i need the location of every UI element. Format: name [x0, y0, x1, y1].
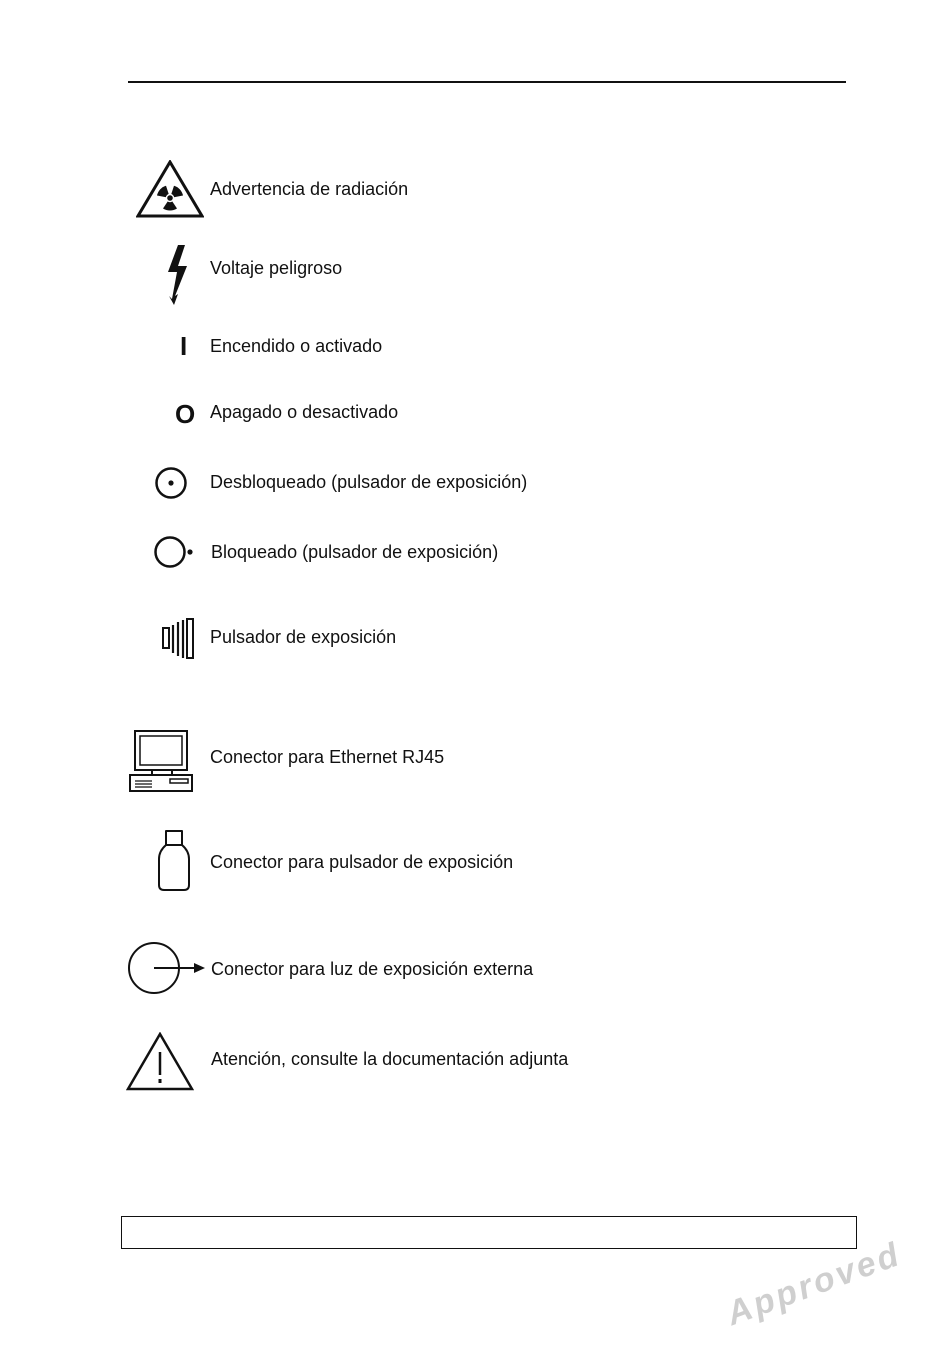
- caution-icon: [126, 1032, 194, 1092]
- symbol-label: Atención, consulte la documentación adjunta: [211, 1049, 569, 1069]
- external-light-icon: [126, 940, 206, 996]
- symbol-label: Advertencia de radiación: [210, 179, 409, 199]
- symbol-label: Conector para pulsador de exposición: [210, 852, 514, 872]
- handswitch-connector-icon: [156, 829, 192, 893]
- unlocked-icon: [154, 466, 188, 500]
- computer-icon: [128, 729, 194, 793]
- power-off-icon: O: [175, 399, 196, 429]
- symbol-label: Pulsador de exposición: [210, 627, 397, 647]
- symbol-label: Bloqueado (pulsador de exposición): [211, 542, 499, 562]
- header-rule: [128, 81, 846, 83]
- symbol-label: Conector para luz de exposición externa: [211, 959, 534, 979]
- symbol-label: Conector para Ethernet RJ45: [210, 747, 445, 767]
- symbol-label: Desbloqueado (pulsador de exposición): [210, 472, 528, 492]
- approved-watermark: Approved: [721, 1234, 907, 1334]
- power-on-icon: I: [180, 331, 188, 361]
- footer-box: [121, 1216, 857, 1249]
- high-voltage-icon: [165, 244, 195, 306]
- symbol-label: Encendido o activado: [210, 336, 383, 356]
- symbol-label: Apagado o desactivado: [210, 402, 399, 422]
- radiation-warning-icon: [136, 160, 204, 218]
- symbol-label: Voltaje peligroso: [210, 258, 343, 278]
- exposure-button-icon: [161, 618, 197, 660]
- locked-icon: [153, 535, 197, 569]
